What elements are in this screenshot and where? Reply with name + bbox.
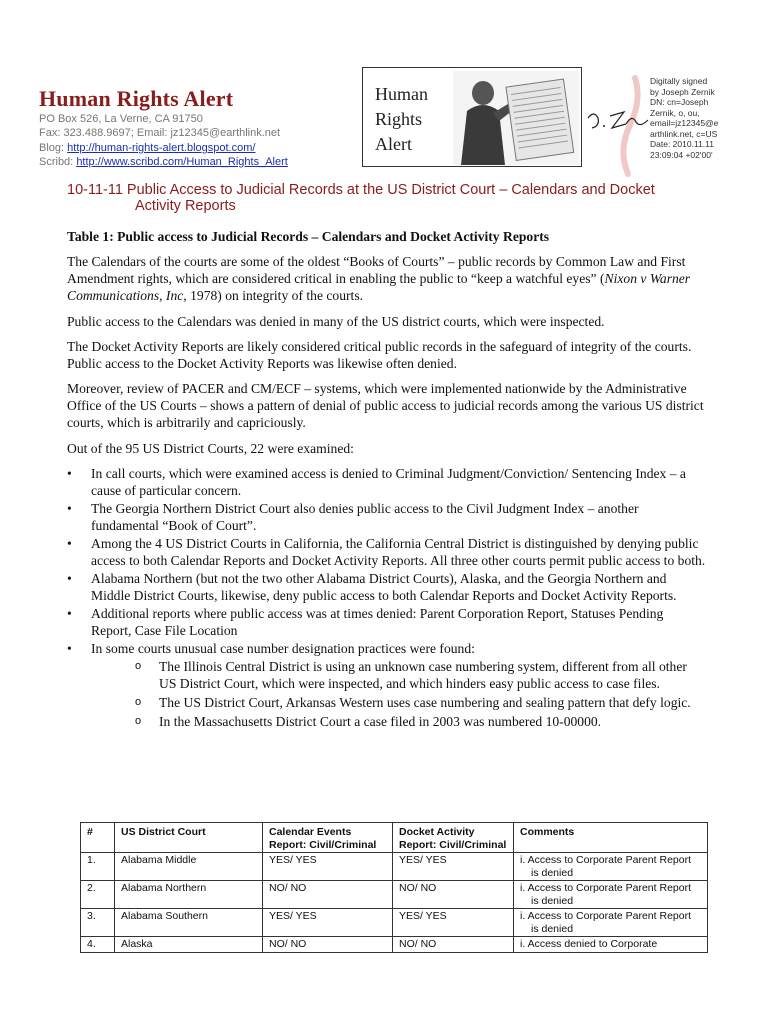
case-numbering-sublist [91, 658, 707, 730]
blog-line [39, 141, 255, 155]
cell-court: Alabama Middle [115, 853, 263, 881]
org-name: Human Rights Alert [39, 86, 234, 111]
comment-text: i. Access to Corporate Parent Report is denied [520, 910, 691, 935]
cell-comment [514, 853, 708, 881]
fax-email-line: Fax: 323.488.9697; Email: jz12345@earthlink.net [39, 127, 281, 139]
header-calendar [263, 823, 393, 853]
list-item-text: In some courts unusual case number designation practices were found: [91, 641, 475, 656]
table-row [81, 937, 708, 953]
scribd-label: Scribd: [39, 156, 74, 168]
header-calendar-line-1: Calendar Events [269, 826, 352, 838]
blog-link[interactable]: http://human-rights-alert.blogspot.com/ [67, 142, 256, 154]
signature-line: Digitally signed [650, 76, 708, 86]
logo-photo-icon [453, 71, 579, 165]
table-header-row [81, 823, 708, 853]
paragraph-text: The Calendars of the courts are some of the oldest “Books of Courts” – public records by Common Law and First Amendment rights, which are considered critical in enabling the public to “keep a watchful eyes” ( [67, 254, 686, 286]
signature-icon [580, 70, 650, 180]
title-line-1: 10-11-11 Public Access to Judicial Records at the US District Court – Calendars and Docket [67, 182, 655, 198]
table-row [81, 909, 708, 937]
cell-docket: NO/ NO [393, 937, 514, 953]
table-caption [67, 228, 707, 245]
cell-court: Alabama Southern [115, 909, 263, 937]
sub-list-item: o The US District Court, Arkansas Western uses case numbering and sealing pattern that defy logic. [91, 694, 707, 711]
scribd-line [39, 155, 288, 169]
paragraph: Public access to the Calendars was denied in many of the US district courts, which were inspected. [67, 314, 605, 329]
address-line: PO Box 526, La Verne, CA 91750 [39, 113, 203, 125]
paragraph [67, 253, 707, 304]
paragraph: Moreover, review of PACER and CM/ECF – systems, which were implemented nationwide by the Administrative Office of the US Courts – shows a pattern of denial of public access to judicial records among the various US district courts, which is arbitrarily and capriciously. [67, 381, 704, 430]
sub-list-item: o In the Massachusetts District Court a case filed in 2003 was numbered 10-00000. [91, 713, 707, 730]
document-title [67, 182, 707, 214]
signature-line: Date: 2010.11.11 [650, 139, 714, 149]
cell-court: Alabama Northern [115, 881, 263, 909]
cell-court: Alaska [115, 937, 263, 953]
comment-text: i. Access to Corporate Parent Report is denied [520, 854, 691, 879]
list-item: • Alabama Northern (but not the two other Alabama District Courts), Alaska, and the Georgia Northern and Middle District Courts, likewise, deny public access to both Calendar Reports and Docket Activity Reports. [67, 570, 707, 604]
list-item: • Among the 4 US District Courts in California, the California Central District is distinguished by denying public access to both Calendar Reports and Docket Activity Reports. All three other courts permit public access to both. [67, 535, 707, 569]
list-item: • Additional reports where public access was at times denied: Parent Corporation Report, Statuses Pending Report, Case File Location [67, 605, 707, 639]
header-docket-line-1: Docket Activity [399, 826, 475, 838]
table-row [81, 881, 708, 909]
header-calendar-line-2: Report: Civil/Criminal [269, 838, 377, 851]
paragraph: The Docket Activity Reports are likely considered critical public records in the safeguard of integrity of the courts. Public access to the Docket Activity Reports was likewise often denied. [67, 339, 692, 371]
logo-line-3: Alert [375, 134, 412, 154]
cell-calendar: NO/ NO [263, 881, 393, 909]
header-comments: Comments [514, 823, 708, 853]
list-item: • In call courts, which were examined access is denied to Criminal Judgment/Conviction/ Sentencing Index – a cause of particular concern. [67, 465, 707, 499]
logo-line-2: Rights [375, 109, 423, 129]
findings-list [67, 465, 707, 732]
comment-text: i. Access to Corporate Parent Report is denied [520, 882, 691, 907]
table-caption-text: : Public access to Judicial Records – Calendars and Docket Activity Reports [109, 229, 550, 244]
header-docket [393, 823, 514, 853]
cell-comment [514, 909, 708, 937]
signature-line: Zernik, o, ou, [650, 107, 700, 118]
signature-line: email=jz12345@e [650, 118, 719, 128]
cell-num: 2. [81, 881, 115, 909]
list-item [67, 640, 707, 730]
cell-num: 4. [81, 937, 115, 953]
case-citation: Nixon v Warner Communications, Inc [67, 271, 691, 303]
cell-docket: YES/ YES [393, 909, 514, 937]
header-court: US District Court [115, 823, 263, 853]
cell-docket: YES/ YES [393, 853, 514, 881]
table-row [81, 853, 708, 881]
cell-docket: NO/ NO [393, 881, 514, 909]
paragraph-text: , 1978) on integrity of the courts. [183, 288, 364, 303]
cell-num: 3. [81, 909, 115, 937]
cell-num: 1. [81, 853, 115, 881]
signature-line: DN: cn=Joseph [650, 97, 709, 107]
title-line-2: Activity Reports [135, 198, 236, 214]
logo-line-1: Human [375, 84, 428, 104]
cell-comment [514, 881, 708, 909]
cell-calendar: YES/ YES [263, 853, 393, 881]
scribd-link[interactable]: http://www.scribd.com/Human_Rights_Alert [76, 156, 288, 168]
list-item: • The Georgia Northern District Court also denies public access to the Civil Judgment Index – another fundamental “Book of Court”. [67, 500, 707, 534]
signature-line: 23:09:04 +02'00' [650, 149, 713, 160]
comment-text: i. Access denied to Corporate [520, 938, 658, 950]
paragraph: Out of the 95 US District Courts, 22 were examined: [67, 441, 354, 456]
blog-label: Blog: [39, 142, 65, 154]
digital-signature-block [650, 76, 750, 160]
logo [362, 67, 582, 167]
header-num: # [81, 823, 115, 853]
signature-line: arthlink.net, c=US [650, 128, 718, 139]
logo-wordmark [375, 82, 428, 157]
cell-calendar: YES/ YES [263, 909, 393, 937]
table-caption-prefix: Table 1 [67, 229, 110, 244]
signature-line: by Joseph Zernik [650, 86, 715, 97]
cell-comment [514, 937, 708, 953]
district-courts-table [80, 822, 708, 953]
sub-list-item: o The Illinois Central District is using an unknown case numbering system, different from all other US District Court, which were inspected, and which hinders easy public access to case files. [91, 658, 707, 692]
cell-calendar: NO/ NO [263, 937, 393, 953]
header-docket-line-2: Report: Civil/Criminal [399, 838, 507, 851]
